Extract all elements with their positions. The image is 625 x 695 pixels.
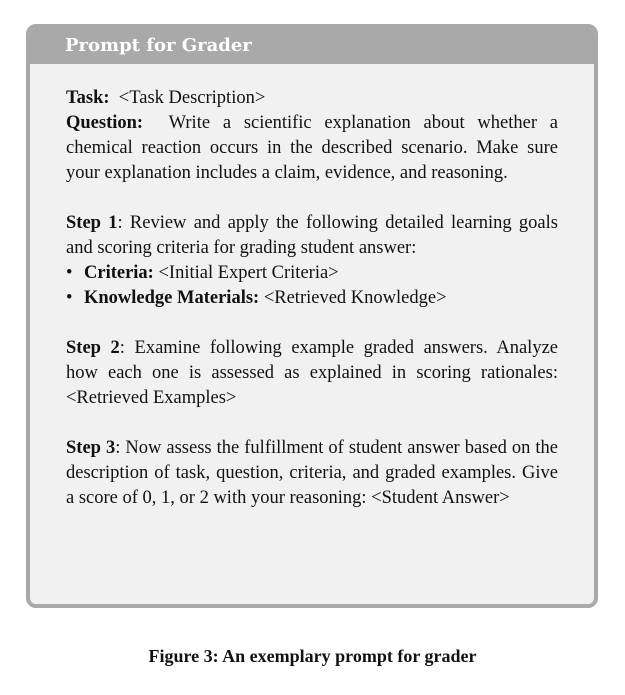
step1-paragraph [66,211,558,261]
knowledge-materials-label: Knowledge Materials: [84,288,260,308]
criteria-label: Criteria: [84,263,154,283]
step3-label: Step 3 [66,438,116,458]
task-line [66,86,558,111]
prompt-box [26,24,598,608]
step2-paragraph [66,336,558,411]
knowledge-materials-text: <Retrieved Knowledge> [263,288,447,308]
step1-text: : Review and apply the following detailed learning goals and scoring criteria for grading student answer: [66,213,558,258]
step3-paragraph [66,436,558,511]
step2-label: Step 2 [66,338,120,358]
list-item [66,286,558,311]
question-paragraph [66,111,558,186]
figure-caption: Figure 3: An exemplary prompt for grader [148,646,477,666]
list-item [66,261,558,286]
prompt-box-body [30,64,594,511]
bullet-icon: • [66,263,73,283]
question-text: Write a scientific explanation about whether a chemical reaction occurs in the described scenario. Make sure your explanation includes a claim, evidence, and reasoning. [66,113,558,183]
prompt-box-title: Prompt for Grader [30,28,594,64]
step1-bullet-list [66,261,558,311]
step1-label: Step 1 [66,213,118,233]
task-label: Task: [66,88,110,108]
task-text: <Task Description> [118,88,266,108]
question-label: Question: [66,113,144,133]
step2-text: : Examine following example graded answers. Analyze how each one is assessed as explained in scoring rationales: <Retrieved Examples> [66,338,558,408]
step3-text: : Now assess the fulfillment of student answer based on the description of task, question, criteria, and graded examples. Give a score of 0, 1, or 2 with your reasoning: <Student Answer> [66,438,558,508]
criteria-text: <Initial Expert Criteria> [158,263,339,283]
bullet-icon: • [66,288,73,308]
